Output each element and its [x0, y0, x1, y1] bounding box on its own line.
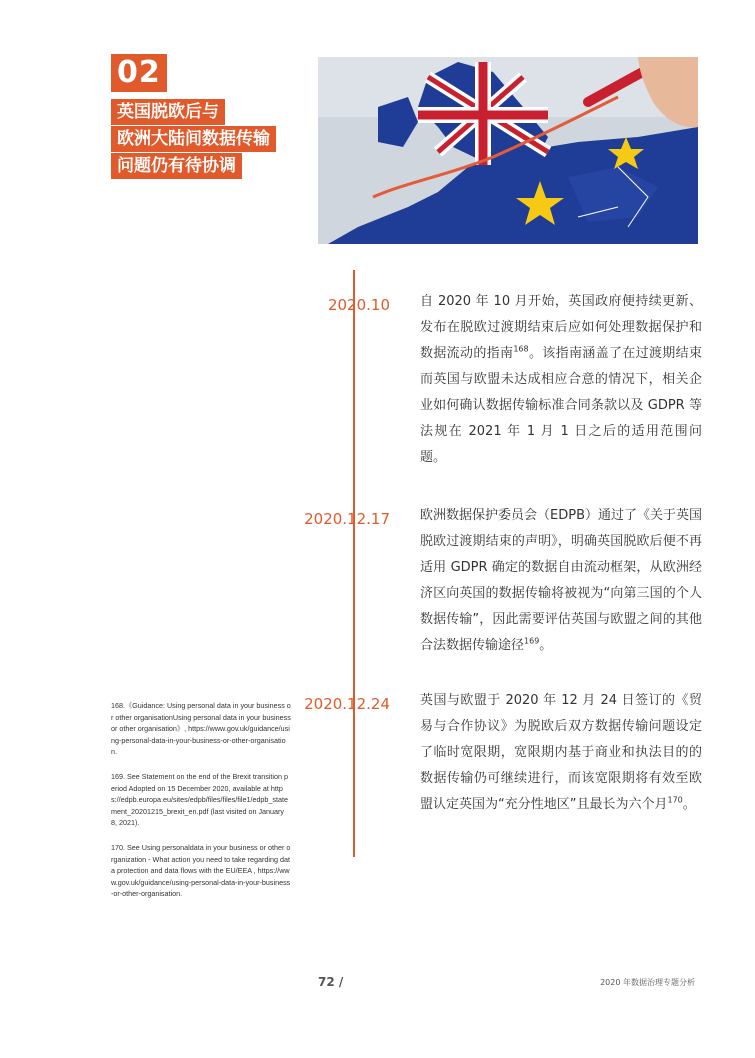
- timeline-entry-1: [420, 289, 702, 471]
- timeline-line: [353, 270, 355, 857]
- timeline-entry-2: [420, 503, 702, 659]
- footnote-170: 170. See Using personaldata in your business or other organization - What action you need to take regarding data protection and data flows with the EU/EEA , https://www.gov.uk/guidance/using-personal-data-in-your-business-or-other-organisation.: [111, 842, 291, 899]
- footnote-ref-169[interactable]: 169: [524, 636, 540, 646]
- brexit-map-image: [318, 57, 698, 244]
- timeline-entry-1-text-after: 。该指南涵盖了在过渡期结束而英国与欧盟未达成相应合意的情况下，相关企业如何确认数据传输标准合同条款以及 GDPR 等法规在 2021 年 1 月 1 日之后的适用范围问题。: [420, 346, 702, 465]
- map-illustration: [318, 57, 698, 244]
- timeline-date-2: 2020.12.17: [304, 510, 390, 528]
- timeline-entry-1-text: 自 2020 年 10 月开始，英国政府便持续更新、发布在脱欧过渡期结束后应如何处理数据保护和数据流动的指南: [420, 294, 702, 361]
- timeline-entry-3: [420, 688, 702, 818]
- timeline-entry-2-text-after: 。: [539, 638, 553, 653]
- footnote-ref-168[interactable]: 168: [513, 344, 529, 354]
- page-number: 72 /: [318, 975, 344, 989]
- footnote-169: 169. See Statement on the end of the Brexit transition period Adopted on 15 December 2020, available at https://edpb.europa.eu/sites/edpb/files/files/file1/edpb_statement_20201215_brexit_en.pdf (last visited on January 8, 2021).: [111, 771, 289, 828]
- timeline-entry-2-text: 欧洲数据保护委员会（EDPB）通过了《关于英国脱欧过渡期结束的声明》，明确英国脱欧后便不再适用 GDPR 确定的数据自由流动框架，从欧洲经济区向英国的数据传输将被视为“向第三国的个人数据传输”，因此需要评估英国与欧盟之间的其他合法数据传输途径: [420, 508, 702, 653]
- section-title-line-1: 英国脱欧后与: [111, 99, 225, 125]
- timeline-entry-3-text-after: 。: [682, 797, 696, 812]
- section-title-line-2: 欧洲大陆间数据传输: [111, 126, 276, 152]
- running-title: 2020 年数据治理专题分析: [600, 978, 695, 987]
- footnotes: [111, 700, 291, 913]
- timeline-date-1: 2020.10: [327, 296, 390, 314]
- timeline-entry-3-text: 英国与欧盟于 2020 年 12 月 24 日签订的《贸易与合作协议》为脱欧后双方数据传输问题设定了临时宽限期，宽限期内基于商业和执法目的的数据传输仍可继续进行，而该宽限期将有效至欧盟认定英国为“充分性地区”且最长为六个月: [420, 693, 702, 812]
- section-title-line-3: 问题仍有待协调: [111, 153, 242, 179]
- footnote-168: 168.《Guidance: Using personal data in your business or other organisationUsing personal data in your business or other organisation》, https://www.gov.uk/guidance/using-personal-data-in-your-business-or-other-organisation.: [111, 701, 291, 757]
- section-number: 02: [111, 54, 167, 92]
- footnote-ref-170[interactable]: 170: [667, 795, 683, 805]
- timeline-date-3: 2020.12.24: [304, 695, 390, 713]
